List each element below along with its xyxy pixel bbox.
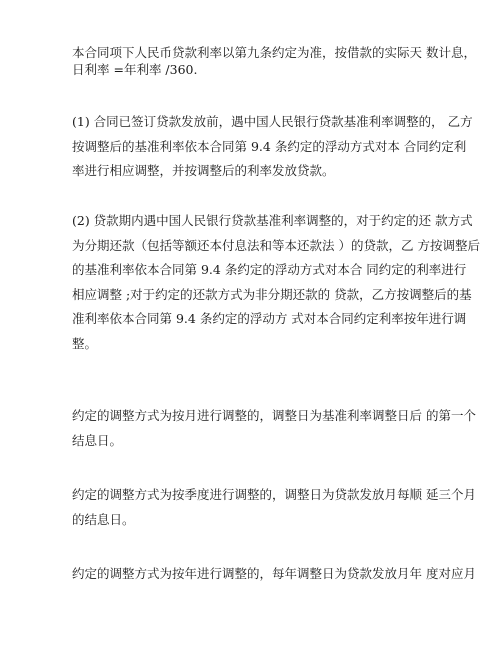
text-line: 准利率依本合同第 9.4 条约定的浮动方 式对本合同约定利率按年进行调 (72, 311, 467, 326)
paragraph-clause-2 (72, 209, 480, 356)
text-line: 相应调整 ;对于约定的还款方式为非分期还款的 贷款，乙方按调整后的基 (72, 286, 472, 302)
paragraph-yearly-adjustment (72, 562, 476, 587)
text-line: (2) 贷款期内遇中国人民银行贷款基准利率调整的，对于约定的还 款方式 (72, 213, 473, 228)
paragraph-quarterly-adjustment (72, 483, 476, 532)
text-line: 为分期还款（包括等额还本付息法和等本还款法 ）的贷款，乙 方按调整后 (72, 237, 480, 253)
paragraph-interest-basis (72, 44, 476, 78)
paragraph-clause-1 (72, 110, 473, 184)
text-line: 按调整后的基准利率依本合同第 9.4 条约定的浮动方式对本 合同约定利 (72, 138, 467, 154)
text-line: 约定的调整方式为按季度进行调整的，调整日为贷款发放月每顺 延三个月 (72, 487, 476, 502)
text-line: 本合同项下人民币贷款利率以第九条约定为准，按借款的实际天 数计息， (72, 45, 476, 60)
text-line: 的基准利率依本合同第 9.4 条约定的浮动方式对本合 同约定的利率进行 (72, 262, 467, 277)
text-line: 约定的调整方式为按月进行调整的，调整日为基准利率调整日后 的第一个 (72, 408, 476, 423)
text-line: 日利率 =年利率 /360. (72, 62, 198, 77)
text-line: 约定的调整方式为按年进行调整的，每年调整日为贷款发放月年 度对应月 (72, 566, 476, 581)
text-line: 的结息日。 (72, 511, 135, 527)
text-line: (1) 合同已签订贷款发放前，遇中国人民银行贷款基准利率调整的， 乙方 (72, 114, 473, 129)
paragraph-monthly-adjustment (72, 404, 476, 453)
text-line: 整。 (72, 335, 98, 351)
text-line: 率进行相应调整，并按调整后的利率发放贷款。 (72, 163, 335, 178)
text-line: 结息日。 (72, 432, 123, 448)
